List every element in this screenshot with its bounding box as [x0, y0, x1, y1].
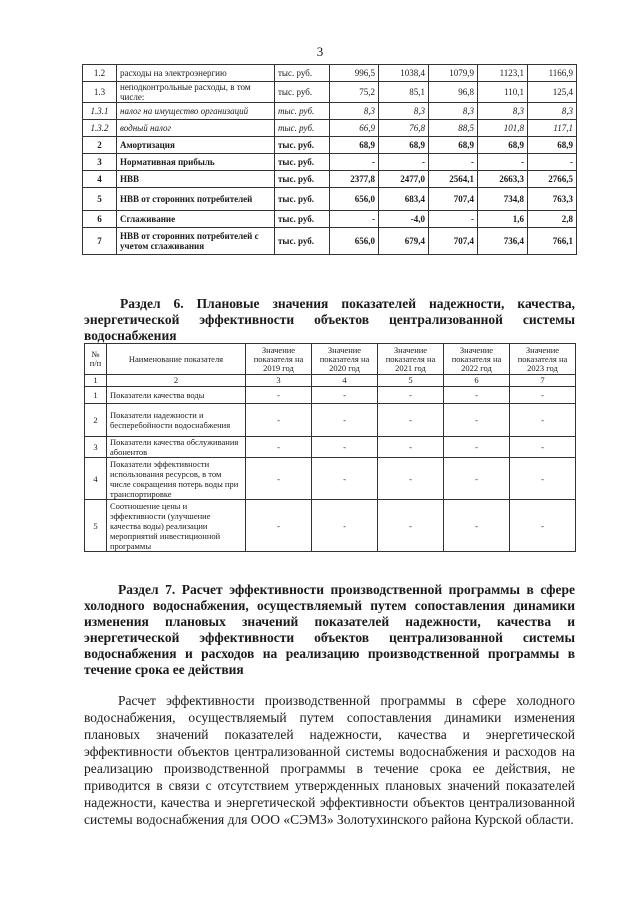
row-number: 1.3: [83, 82, 117, 103]
header-2021: Значение показателя на 2021 год: [378, 344, 444, 375]
row-value: 707,4: [429, 228, 478, 255]
indicators-table: [84, 343, 576, 552]
row-value: 656,0: [330, 228, 379, 255]
header-2022: Значение показателя на 2022 год: [444, 344, 510, 375]
indicators-header-row: [85, 344, 576, 375]
row-value: 1079,9: [429, 65, 478, 82]
row-value: 656,0: [330, 188, 379, 211]
indicator-name: Показатели эффективности использования ресурсов, в том числе сокращения потерь воды при транспортировке: [107, 458, 246, 500]
indicator-number: 5: [85, 500, 107, 552]
row-number: 4: [83, 171, 117, 188]
indicator-value: -: [312, 404, 378, 437]
indicator-value: -: [510, 500, 576, 552]
row-label: Нормативная прибыль: [117, 154, 275, 171]
row-value: 8,3: [379, 103, 429, 120]
row-value: 736,4: [478, 228, 528, 255]
row-value: 96,8: [429, 82, 478, 103]
row-value: 1038,4: [379, 65, 429, 82]
financial-table-row: [83, 188, 577, 211]
indicator-value: -: [246, 500, 312, 552]
row-label: НВВ от сторонних потребителей: [117, 188, 275, 211]
row-number: 6: [83, 211, 117, 228]
section-7-paragraph: Расчет эффективности производственной программы в сфере холодного водоснабжения, осуществляемый путем сопоставления динамики изменения плановых значений показателей надежности, качества и энергетической эффективности объектов централизованной системы водоснабжения и расходов на реализацию производственной программы в течение срока ее действия, не приводится в связи с отсутствием утвержденных плановых значений показателей надежности, качества и энергетической эффективности объектов централизованной системы водоснабжения для ООО «СЭМЗ» Золотухинского района Курской области.: [84, 693, 575, 827]
indicator-number: 4: [85, 458, 107, 500]
indicator-name: Показатели надежности и бесперебойности водоснабжения: [107, 404, 246, 437]
index-cell: 5: [378, 375, 444, 387]
financial-table-row: [83, 82, 577, 103]
row-label: водный налог: [117, 120, 275, 137]
row-unit: тыс. руб.: [275, 82, 330, 103]
row-value: 8,3: [330, 103, 379, 120]
index-cell: 2: [107, 375, 246, 387]
indicator-value: -: [510, 387, 576, 404]
row-value: 68,9: [478, 137, 528, 154]
indicator-value: -: [378, 458, 444, 500]
row-value: -: [478, 154, 528, 171]
row-value: 68,9: [379, 137, 429, 154]
row-value: 2477,0: [379, 171, 429, 188]
header-2019: Значение показателя на 2019 год: [246, 344, 312, 375]
header-2020: Значение показателя на 2020 год: [312, 344, 378, 375]
row-value: -: [330, 211, 379, 228]
index-cell: 3: [246, 375, 312, 387]
indicator-number: 2: [85, 404, 107, 437]
indicator-value: -: [510, 437, 576, 458]
indicator-row: [85, 500, 576, 552]
row-value: 734,8: [478, 188, 528, 211]
row-number: 1.3.1: [83, 103, 117, 120]
row-value: 101,8: [478, 120, 528, 137]
row-value: 68,9: [528, 137, 577, 154]
row-number: 2: [83, 137, 117, 154]
row-value: 2,8: [528, 211, 577, 228]
indicator-value: -: [246, 387, 312, 404]
row-unit: тыс. руб.: [275, 65, 330, 82]
indicator-value: -: [510, 458, 576, 500]
row-value: 2564,1: [429, 171, 478, 188]
row-label: налог на имущество организаций: [117, 103, 275, 120]
indicator-value: -: [444, 387, 510, 404]
row-value: 75,2: [330, 82, 379, 103]
row-label: НВВ от сторонних потребителей с учетом сглаживания: [117, 228, 275, 255]
indicator-row: [85, 458, 576, 500]
row-unit: тыс. руб.: [275, 228, 330, 255]
row-value: 679,4: [379, 228, 429, 255]
row-value: 2766,5: [528, 171, 577, 188]
indicator-value: -: [312, 387, 378, 404]
row-value: 763,3: [528, 188, 577, 211]
row-value: 707,4: [429, 188, 478, 211]
index-cell: 4: [312, 375, 378, 387]
indicator-name: Соотношение цены и эффективности (улучшение качества воды) реализации мероприятий инвестиционной программы: [107, 500, 246, 552]
row-value: -: [379, 154, 429, 171]
row-value: 8,3: [478, 103, 528, 120]
row-unit: тыс. руб.: [275, 137, 330, 154]
indicator-value: -: [378, 404, 444, 437]
financial-table-row: [83, 211, 577, 228]
row-value: 2663,3: [478, 171, 528, 188]
row-unit: тыс. руб.: [275, 211, 330, 228]
page-number: 3: [316, 44, 324, 59]
financial-table-row: [83, 171, 577, 188]
row-value: 996,5: [330, 65, 379, 82]
row-value: 2377,8: [330, 171, 379, 188]
row-value: -: [528, 154, 577, 171]
indicator-row: [85, 387, 576, 404]
row-value: 110,1: [478, 82, 528, 103]
index-cell: 6: [444, 375, 510, 387]
row-unit: тыс. руб.: [275, 120, 330, 137]
row-label: расходы на электроэнергию: [117, 65, 275, 82]
indicator-value: -: [444, 404, 510, 437]
row-value: 88,5: [429, 120, 478, 137]
row-value: -4,0: [379, 211, 429, 228]
header-indicator-name: Наименование показателя: [107, 344, 246, 375]
row-value: 117,1: [528, 120, 577, 137]
row-unit: тыс. руб.: [275, 154, 330, 171]
indicator-value: -: [312, 458, 378, 500]
indicator-value: -: [246, 437, 312, 458]
row-label: неподконтрольные расходы, в том числе:: [117, 82, 275, 103]
row-unit: тыс. руб.: [275, 171, 330, 188]
indicator-number: 3: [85, 437, 107, 458]
section-6-heading: Раздел 6. Плановые значения показателей надежности, качества, энергетической эффективности объектов централизованной системы водоснабжения: [84, 296, 575, 343]
financial-table-row: [83, 137, 577, 154]
indicator-name: Показатели качества воды: [107, 387, 246, 404]
row-value: -: [429, 211, 478, 228]
row-value: 766,1: [528, 228, 577, 255]
indicator-value: -: [378, 387, 444, 404]
row-value: 1123,1: [478, 65, 528, 82]
row-value: 66,9: [330, 120, 379, 137]
header-num: № п/п: [85, 344, 107, 375]
row-label: Амортизация: [117, 137, 275, 154]
section-7-heading: Раздел 7. Расчет эффективности производственной программы в сфере холодного водоснабжения, осуществляемый путем сопоставления динамики изменения плановых значений показателей надежности, качества и энергетической эффективности объектов централизованной системы водоснабжения и расходов на реализацию производственной программы в течение срока ее действия: [84, 582, 575, 677]
financial-table-row: [83, 120, 577, 137]
row-number: 3: [83, 154, 117, 171]
indicator-value: -: [378, 500, 444, 552]
index-cell: 7: [510, 375, 576, 387]
indicator-value: -: [444, 437, 510, 458]
index-cell: 1: [85, 375, 107, 387]
row-value: 8,3: [429, 103, 478, 120]
row-number: 7: [83, 228, 117, 255]
indicators-index-row: [85, 375, 576, 387]
financial-table-row: [83, 103, 577, 120]
indicator-row: [85, 404, 576, 437]
financial-table: [82, 64, 577, 255]
indicator-value: -: [246, 458, 312, 500]
indicator-value: -: [312, 437, 378, 458]
row-value: 68,9: [330, 137, 379, 154]
row-unit: тыс. руб.: [275, 188, 330, 211]
row-number: 1.2: [83, 65, 117, 82]
row-number: 5: [83, 188, 117, 211]
indicator-value: -: [246, 404, 312, 437]
row-value: 76,8: [379, 120, 429, 137]
indicator-value: -: [510, 404, 576, 437]
financial-table-row: [83, 228, 577, 255]
row-value: 683,4: [379, 188, 429, 211]
row-unit: тыс. руб.: [275, 103, 330, 120]
row-number: 1.3.2: [83, 120, 117, 137]
indicator-value: -: [378, 437, 444, 458]
row-value: 125,4: [528, 82, 577, 103]
header-2023: Значение показателя на 2023 год: [510, 344, 576, 375]
indicator-number: 1: [85, 387, 107, 404]
indicator-row: [85, 437, 576, 458]
row-value: -: [330, 154, 379, 171]
row-value: 68,9: [429, 137, 478, 154]
row-value: -: [429, 154, 478, 171]
indicator-value: -: [444, 458, 510, 500]
indicator-value: -: [312, 500, 378, 552]
row-value: 85,1: [379, 82, 429, 103]
row-label: НВВ: [117, 171, 275, 188]
row-value: 1,6: [478, 211, 528, 228]
row-label: Сглаживание: [117, 211, 275, 228]
row-value: 8,3: [528, 103, 577, 120]
financial-table-row: [83, 65, 577, 82]
row-value: 1166,9: [528, 65, 577, 82]
indicator-name: Показатели качества обслуживания абонентов: [107, 437, 246, 458]
financial-table-row: [83, 154, 577, 171]
indicator-value: -: [444, 500, 510, 552]
